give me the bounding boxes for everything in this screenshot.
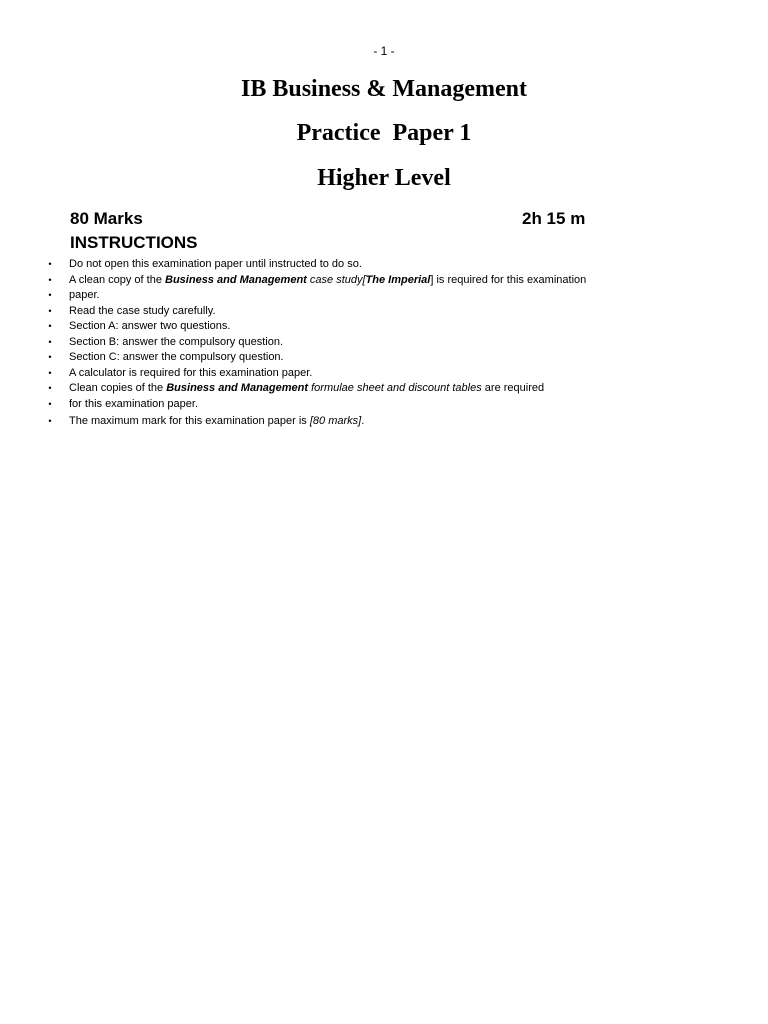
list-item xyxy=(0,414,768,430)
list-item xyxy=(0,288,768,304)
page-number: - 1 - xyxy=(373,44,395,58)
instruction-text: . xyxy=(361,414,365,427)
case-study-name: The Imperial xyxy=(365,273,431,286)
subject-name: Business and Management xyxy=(166,382,309,394)
total-marks: 80 Marks xyxy=(70,209,143,228)
instruction-text: Read the case study carefully. xyxy=(69,304,216,317)
bullet-icon: • xyxy=(48,305,52,316)
list-item xyxy=(0,381,768,397)
instruction-text: paper. xyxy=(69,289,100,301)
instruction-text: for this examination paper. xyxy=(69,397,199,410)
bullet-icon: • xyxy=(48,321,52,331)
bullet-icon: • xyxy=(48,352,52,362)
instruction-text: A clean copy of the xyxy=(69,273,166,286)
list-item xyxy=(0,335,768,351)
subject-name: Business and Management xyxy=(165,273,307,286)
instruction-text: formulae sheet and discount tables xyxy=(308,382,482,394)
page-title: IB Business & Management xyxy=(240,76,528,102)
instruction-text: A calculator is required for this examination paper. xyxy=(69,366,313,379)
list-item xyxy=(0,304,768,320)
list-item xyxy=(0,366,768,382)
list-item xyxy=(0,319,768,335)
bullet-icon: • xyxy=(48,259,52,269)
bullet-icon: • xyxy=(48,336,52,347)
instructions-heading: INSTRUCTIONS xyxy=(70,233,198,252)
bullet-icon: • xyxy=(48,398,52,409)
list-item xyxy=(0,397,768,413)
bullet-icon: • xyxy=(48,274,52,285)
instruction-text: Section C: answer the compulsory question. xyxy=(69,351,284,363)
instruction-text: Clean copies of the xyxy=(69,382,167,394)
instruction-text: case study[ xyxy=(306,273,366,286)
list-item xyxy=(0,273,768,289)
exam-duration: 2h 15 m xyxy=(522,209,586,228)
instructions-list xyxy=(0,257,768,429)
max-marks: [80 marks] xyxy=(309,414,362,427)
list-item xyxy=(0,350,768,366)
bullet-icon: • xyxy=(48,383,52,393)
instruction-text: are required xyxy=(481,382,545,394)
paper-title: Practice Paper 1 xyxy=(296,120,472,146)
list-item xyxy=(0,257,768,273)
instruction-text: ] is required for this examination xyxy=(430,273,587,286)
instruction-text: Section A: answer two questions. xyxy=(69,320,231,332)
bullet-icon: • xyxy=(48,415,52,426)
bullet-icon: • xyxy=(48,367,52,378)
level-title: Higher Level xyxy=(317,165,451,191)
instruction-text: Section B: answer the compulsory question. xyxy=(69,335,284,348)
bullet-icon: • xyxy=(48,290,52,300)
instruction-text: The maximum mark for this examination paper is xyxy=(69,414,310,427)
instruction-text: Do not open this examination paper until instructed to do so. xyxy=(69,258,362,270)
